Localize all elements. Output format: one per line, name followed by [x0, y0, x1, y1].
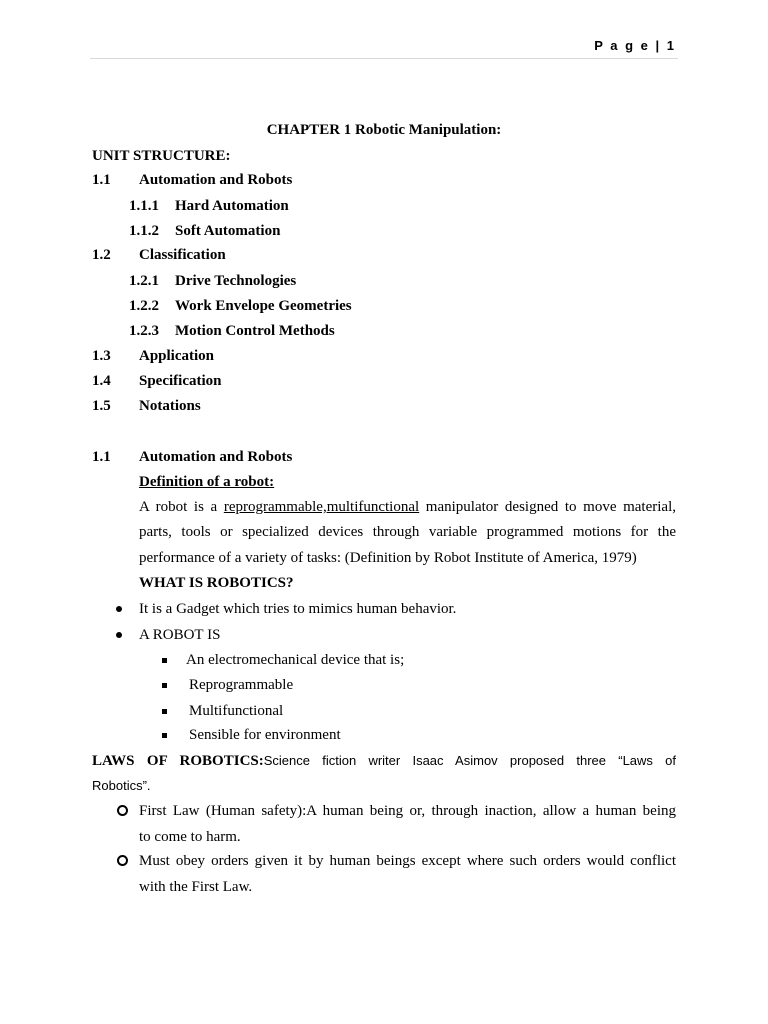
laws-intro-text: Science fiction writer Isaac Asimov proposed three “Laws of	[263, 753, 676, 768]
square-bullet-icon	[162, 658, 167, 663]
law-item-line: First Law (Human safety):A human being or, through inaction, allow a human being	[139, 803, 676, 819]
sub-bullet-item: Sensible for environment	[189, 727, 341, 743]
toc-label: Notations	[139, 398, 201, 414]
law-item-line: to come to harm.	[139, 829, 241, 845]
toc-label: Automation and Robots	[139, 172, 293, 188]
definition-text: manipulator designed to move material,	[419, 499, 676, 515]
toc-number: 1.2.3	[129, 323, 159, 339]
laws-intro-line-2: Robotics”.	[92, 778, 151, 793]
toc-label: Specification	[139, 373, 222, 389]
page-number: P a g e | 1	[594, 38, 676, 53]
definition-line-2: parts, tools or specialized devices through variable programmed motions for the	[139, 524, 676, 540]
circle-bullet-icon	[117, 855, 128, 866]
toc-number: 1.2	[92, 247, 111, 263]
square-bullet-icon	[162, 683, 167, 688]
toc-number: 1.4	[92, 373, 111, 389]
chapter-title: CHAPTER 1 Robotic Manipulation:	[266, 122, 502, 138]
toc-label: Classification	[139, 247, 226, 263]
toc-number: 1.1.1	[129, 198, 159, 214]
bullet-item: A ROBOT IS	[139, 627, 221, 643]
laws-intro-line-1	[92, 751, 676, 771]
sub-bullet-item: Multifunctional	[189, 703, 284, 719]
definition-line-1	[139, 497, 676, 517]
laws-heading: LAWS OF ROBOTICS:	[92, 753, 264, 769]
definition-underlined-text: reprogrammable,multifunctional	[223, 499, 420, 515]
toc-label: Drive Technologies	[175, 273, 297, 289]
toc-number: 1.1	[92, 172, 111, 188]
bullet-icon	[116, 606, 122, 612]
robotics-heading: WHAT IS ROBOTICS?	[139, 575, 294, 591]
toc-label: Hard Automation	[175, 198, 289, 214]
toc-label: Work Envelope Geometries	[175, 298, 352, 314]
toc-number: 1.2.1	[129, 273, 159, 289]
bullet-item: It is a Gadget which tries to mimics human behavior.	[139, 601, 457, 617]
section-number: 1.1	[92, 449, 111, 465]
section-title: Automation and Robots	[139, 449, 293, 465]
sub-bullet-item: Reprogrammable	[189, 677, 294, 693]
bullet-icon	[116, 632, 122, 638]
toc-number: 1.3	[92, 348, 111, 364]
toc-label: Soft Automation	[175, 223, 281, 239]
square-bullet-icon	[162, 709, 167, 714]
sub-bullet-item: An electromechanical device that is;	[186, 652, 405, 668]
square-bullet-icon	[162, 733, 167, 738]
definition-text: A robot is a	[139, 499, 224, 515]
circle-bullet-icon	[117, 805, 128, 816]
toc-number: 1.5	[92, 398, 111, 414]
header-divider	[90, 58, 678, 59]
toc-number: 1.2.2	[129, 298, 159, 314]
toc-number: 1.1.2	[129, 223, 159, 239]
toc-label: Application	[139, 348, 215, 364]
toc-label: Motion Control Methods	[175, 323, 335, 339]
definition-heading: Definition of a robot:	[139, 474, 275, 490]
definition-line-3: performance of a variety of tasks: (Definition by Robot Institute of America, 1979)	[139, 550, 637, 566]
unit-structure-heading: UNIT STRUCTURE:	[92, 148, 231, 164]
law-item-line: Must obey orders given it by human beings except where such orders would conflict	[139, 853, 676, 869]
law-item-line: with the First Law.	[139, 879, 253, 895]
